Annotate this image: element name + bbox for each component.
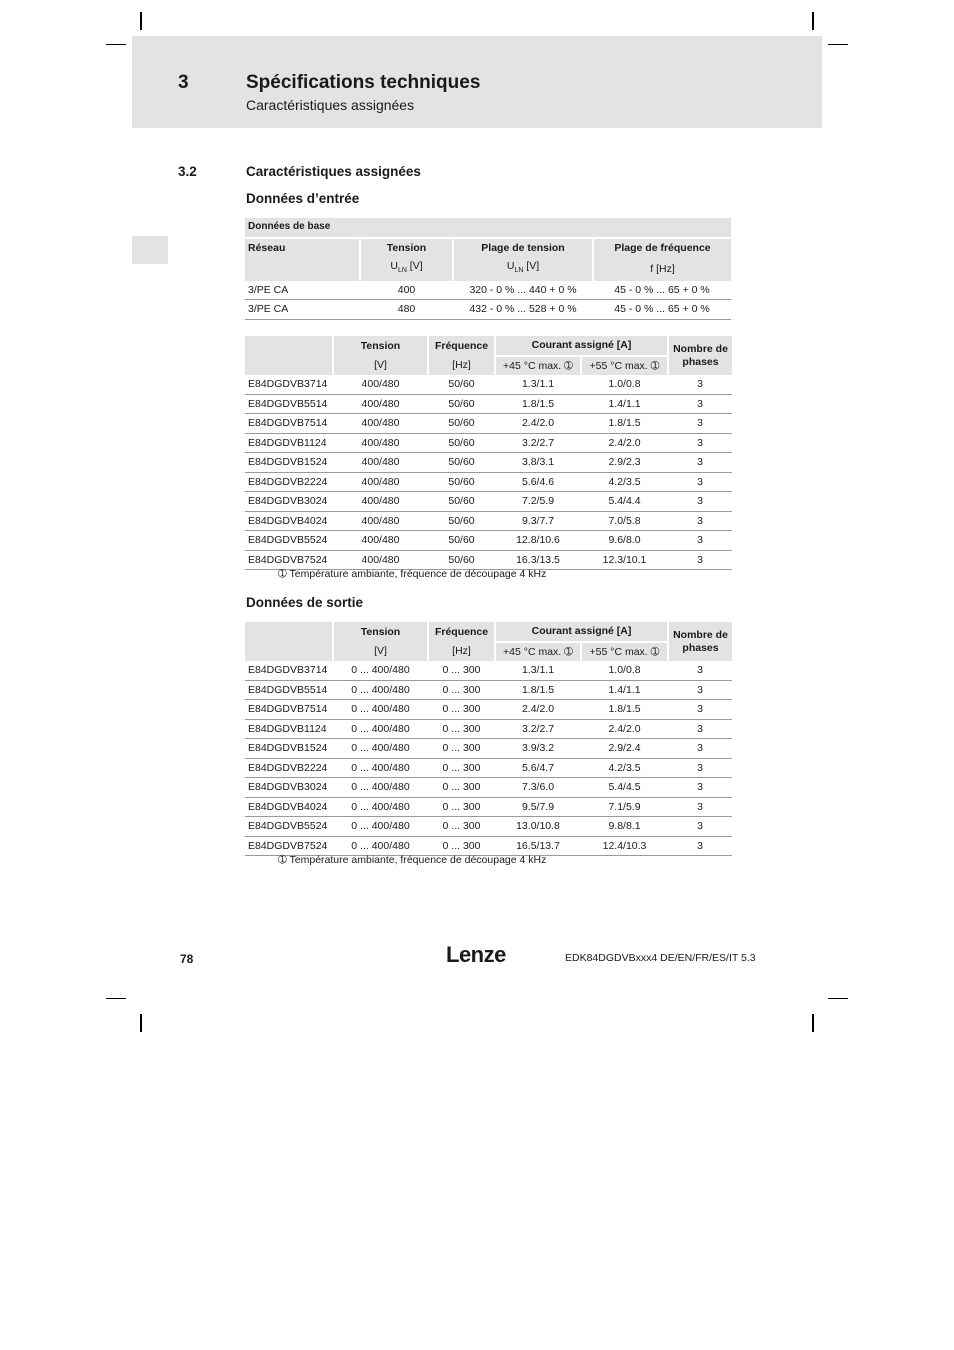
table-row xyxy=(245,281,731,300)
cell-phases: 3 xyxy=(668,492,732,512)
col-current-55: +55 °C max. ➀ xyxy=(581,642,668,662)
unit-subscript: LN xyxy=(514,267,524,275)
cell-current-55: 4.2/3.5 xyxy=(581,472,668,492)
header-blank xyxy=(245,257,360,281)
cell-model: E84DGDVB1124 xyxy=(245,433,333,453)
table-row xyxy=(245,797,732,817)
cell-model: E84DGDVB7524 xyxy=(245,836,333,856)
unit-symbol: U xyxy=(506,260,515,272)
cell-voltage: 0 ... 400/480 xyxy=(333,719,428,739)
unit-frequency: f [Hz] xyxy=(593,257,731,281)
cell-model: E84DGDVB5524 xyxy=(245,817,333,837)
col-frequency-range: Plage de fréquence xyxy=(593,238,731,258)
cell-network: 3/PE CA xyxy=(245,300,360,320)
cell-current-45: 7.2/5.9 xyxy=(495,492,581,512)
col-current-45: +45 °C max. ➀ xyxy=(495,356,581,376)
cell-frequency: 50/60 xyxy=(428,511,495,531)
cell-model: E84DGDVB5514 xyxy=(245,394,333,414)
unit-subscript: LN xyxy=(397,267,407,275)
unit-voltage xyxy=(360,257,453,281)
table-row xyxy=(245,778,732,798)
cell-voltage: 0 ... 400/480 xyxy=(333,778,428,798)
cell-frequency: 0 ... 300 xyxy=(428,739,495,759)
cell-frequency: 50/60 xyxy=(428,472,495,492)
unit-symbol: U xyxy=(390,260,398,272)
cell-voltage: 0 ... 400/480 xyxy=(333,758,428,778)
table-row xyxy=(245,661,732,680)
crop-mark xyxy=(812,12,814,30)
col-voltage-range: Plage de tension xyxy=(453,238,593,258)
cell-current-45: 3.9/3.2 xyxy=(495,739,581,759)
cell-voltage: 0 ... 400/480 xyxy=(333,817,428,837)
output-current-table xyxy=(245,622,732,856)
cell-phases: 3 xyxy=(668,817,732,837)
cell-frequency: 0 ... 300 xyxy=(428,778,495,798)
cell-frequency: 50/60 xyxy=(428,414,495,434)
col-voltage: Tension xyxy=(333,622,428,642)
cell-current-45: 1.3/1.1 xyxy=(495,375,581,394)
input-heading: Données d’entrée xyxy=(246,191,360,206)
cell-voltage: 400/480 xyxy=(333,492,428,512)
table-row xyxy=(245,433,732,453)
col-network: Réseau xyxy=(245,238,360,258)
cell-current-45: 3.2/2.7 xyxy=(495,719,581,739)
chapter-subtitle: Caractéristiques assignées xyxy=(246,97,415,113)
table-row xyxy=(245,680,732,700)
col-phases: Nombre de phases xyxy=(668,622,732,661)
cell-current-45: 16.3/13.5 xyxy=(495,550,581,570)
cell-voltage: 400/480 xyxy=(333,472,428,492)
cell-frequency: 50/60 xyxy=(428,531,495,551)
cell-model: E84DGDVB1524 xyxy=(245,453,333,473)
cell-voltage: 400/480 xyxy=(333,375,428,394)
cell-phases: 3 xyxy=(668,375,732,394)
table-row xyxy=(245,758,732,778)
table-row xyxy=(245,719,732,739)
cell-phases: 3 xyxy=(668,453,732,473)
crop-mark xyxy=(106,44,126,45)
cell-model: E84DGDVB1524 xyxy=(245,739,333,759)
cell-current-45: 7.3/6.0 xyxy=(495,778,581,798)
cell-frequency: 50/60 xyxy=(428,550,495,570)
cell-frequency: 0 ... 300 xyxy=(428,758,495,778)
cell-current-45: 1.3/1.1 xyxy=(495,661,581,680)
cell-frequency: 50/60 xyxy=(428,492,495,512)
table-row xyxy=(245,739,732,759)
output-footnote: ➀ Température ambiante, fréquence de découpage 4 kHz xyxy=(278,854,547,866)
base-table-caption: Données de base xyxy=(245,218,731,238)
cell-model: E84DGDVB5514 xyxy=(245,680,333,700)
cell-current-55: 2.9/2.3 xyxy=(581,453,668,473)
cell-model: E84DGDVB7514 xyxy=(245,700,333,720)
cell-voltage: 0 ... 400/480 xyxy=(333,680,428,700)
input-current-table xyxy=(245,336,732,570)
crop-mark xyxy=(812,1014,814,1032)
col-current-45: +45 °C max. ➀ xyxy=(495,642,581,662)
cell-current-55: 7.1/5.9 xyxy=(581,797,668,817)
section-number: 3.2 xyxy=(178,164,197,179)
cell-current-55: 1.0/0.8 xyxy=(581,375,668,394)
crop-mark xyxy=(828,998,848,999)
section-title: Caractéristiques assignées xyxy=(246,164,421,179)
cell-current-55: 5.4/4.4 xyxy=(581,492,668,512)
cell-voltage: 400/480 xyxy=(333,531,428,551)
unit-frequency: [Hz] xyxy=(428,642,495,662)
cell-current-45: 5.6/4.6 xyxy=(495,472,581,492)
cell-model: E84DGDVB2224 xyxy=(245,472,333,492)
cell-phases: 3 xyxy=(668,739,732,759)
cell-current-55: 2.4/2.0 xyxy=(581,719,668,739)
cell-voltage: 0 ... 400/480 xyxy=(333,836,428,856)
cell-phases: 3 xyxy=(668,778,732,798)
cell-phases: 3 xyxy=(668,472,732,492)
cell-phases: 3 xyxy=(668,758,732,778)
crop-mark xyxy=(140,1014,142,1032)
chapter-number: 3 xyxy=(178,72,189,93)
cell-frequency: 0 ... 300 xyxy=(428,836,495,856)
cell-frequency: 0 ... 300 xyxy=(428,661,495,680)
unit-voltage: [V] xyxy=(333,356,428,376)
table-row xyxy=(245,492,732,512)
output-table-body xyxy=(245,661,732,856)
cell-model: E84DGDVB3024 xyxy=(245,492,333,512)
output-heading: Données de sortie xyxy=(246,595,364,610)
cell-current-55: 5.4/4.5 xyxy=(581,778,668,798)
cell-current-45: 1.8/1.5 xyxy=(495,680,581,700)
cell-frequency-range: 45 - 0 % ... 65 + 0 % xyxy=(593,300,731,320)
cell-current-55: 9.6/8.0 xyxy=(581,531,668,551)
cell-current-45: 3.2/2.7 xyxy=(495,433,581,453)
col-frequency: Fréquence xyxy=(428,622,495,642)
cell-voltage: 0 ... 400/480 xyxy=(333,700,428,720)
cell-phases: 3 xyxy=(668,511,732,531)
cell-frequency: 50/60 xyxy=(428,394,495,414)
col-phases: Nombre de phases xyxy=(668,336,732,375)
cell-phases: 3 xyxy=(668,661,732,680)
cell-phases: 3 xyxy=(668,680,732,700)
col-voltage: Tension xyxy=(360,238,453,258)
cell-model: E84DGDVB7524 xyxy=(245,550,333,570)
unit-tail: [V] xyxy=(523,260,540,272)
cell-current-45: 16.5/13.7 xyxy=(495,836,581,856)
cell-current-45: 2.4/2.0 xyxy=(495,414,581,434)
cell-phases: 3 xyxy=(668,550,732,570)
cell-current-55: 2.4/2.0 xyxy=(581,433,668,453)
unit-voltage: [V] xyxy=(333,642,428,662)
cell-current-45: 12.8/10.6 xyxy=(495,531,581,551)
cell-current-45: 2.4/2.0 xyxy=(495,700,581,720)
cell-voltage: 400/480 xyxy=(333,394,428,414)
input-footnote: ➀ Température ambiante, fréquence de découpage 4 kHz xyxy=(278,568,547,580)
col-rated-current: Courant assigné [A] xyxy=(495,622,668,642)
base-data-table xyxy=(245,218,731,320)
cell-current-55: 12.3/10.1 xyxy=(581,550,668,570)
col-frequency: Fréquence xyxy=(428,336,495,356)
cell-current-55: 7.0/5.8 xyxy=(581,511,668,531)
cell-current-55: 1.0/0.8 xyxy=(581,661,668,680)
cell-current-45: 9.3/7.7 xyxy=(495,511,581,531)
cell-current-45: 1.8/1.5 xyxy=(495,394,581,414)
cell-frequency: 50/60 xyxy=(428,375,495,394)
cell-current-55: 2.9/2.4 xyxy=(581,739,668,759)
header-blank xyxy=(245,622,333,661)
col-rated-current: Courant assigné [A] xyxy=(495,336,668,356)
cell-current-45: 13.0/10.8 xyxy=(495,817,581,837)
table-row xyxy=(245,836,732,856)
cell-model: E84DGDVB3714 xyxy=(245,375,333,394)
table-row xyxy=(245,394,732,414)
cell-model: E84DGDVB4024 xyxy=(245,511,333,531)
cell-model: E84DGDVB5524 xyxy=(245,531,333,551)
cell-frequency: 0 ... 300 xyxy=(428,797,495,817)
cell-voltage: 400/480 xyxy=(333,511,428,531)
cell-voltage: 0 ... 400/480 xyxy=(333,661,428,680)
cell-model: E84DGDVB3024 xyxy=(245,778,333,798)
cell-frequency: 0 ... 300 xyxy=(428,680,495,700)
cell-phases: 3 xyxy=(668,531,732,551)
cell-voltage: 0 ... 400/480 xyxy=(333,797,428,817)
cell-voltage: 400 xyxy=(360,281,453,300)
table-row xyxy=(245,531,732,551)
cell-phases: 3 xyxy=(668,797,732,817)
header-blank xyxy=(245,336,333,375)
cell-network: 3/PE CA xyxy=(245,281,360,300)
cell-frequency: 0 ... 300 xyxy=(428,719,495,739)
cell-current-55: 12.4/10.3 xyxy=(581,836,668,856)
cell-phases: 3 xyxy=(668,836,732,856)
crop-mark xyxy=(106,998,126,999)
table-row xyxy=(245,700,732,720)
cell-voltage-range: 432 - 0 % ... 528 + 0 % xyxy=(453,300,593,320)
cell-phases: 3 xyxy=(668,414,732,434)
table-row xyxy=(245,472,732,492)
cell-frequency: 0 ... 300 xyxy=(428,817,495,837)
cell-current-55: 1.8/1.5 xyxy=(581,414,668,434)
cell-current-55: 4.2/3.5 xyxy=(581,758,668,778)
crop-mark xyxy=(828,44,848,45)
cell-phases: 3 xyxy=(668,433,732,453)
input-table-body xyxy=(245,375,732,570)
cell-frequency: 50/60 xyxy=(428,433,495,453)
cell-frequency: 50/60 xyxy=(428,453,495,473)
cell-model: E84DGDVB1124 xyxy=(245,719,333,739)
cell-current-45: 9.5/7.9 xyxy=(495,797,581,817)
table-row xyxy=(245,414,732,434)
unit-tail: [V] xyxy=(406,260,423,272)
cell-voltage: 400/480 xyxy=(333,453,428,473)
col-current-55: +55 °C max. ➀ xyxy=(581,356,668,376)
side-tab xyxy=(132,236,168,264)
cell-model: E84DGDVB7514 xyxy=(245,414,333,434)
cell-current-55: 1.4/1.1 xyxy=(581,394,668,414)
table-row xyxy=(245,453,732,473)
table-row xyxy=(245,550,732,570)
page-number: 78 xyxy=(180,952,194,966)
cell-phases: 3 xyxy=(668,700,732,720)
chapter-title: Spécifications techniques xyxy=(246,72,481,93)
cell-voltage: 0 ... 400/480 xyxy=(333,739,428,759)
cell-current-55: 1.8/1.5 xyxy=(581,700,668,720)
cell-voltage-range: 320 - 0 % ... 440 + 0 % xyxy=(453,281,593,300)
document-reference: EDK84DGDVBxxx4 DE/EN/FR/ES/IT 5.3 xyxy=(565,952,756,964)
cell-phases: 3 xyxy=(668,719,732,739)
cell-model: E84DGDVB2224 xyxy=(245,758,333,778)
cell-model: E84DGDVB4024 xyxy=(245,797,333,817)
table-row xyxy=(245,511,732,531)
cell-voltage: 480 xyxy=(360,300,453,320)
cell-current-45: 3.8/3.1 xyxy=(495,453,581,473)
cell-voltage: 400/480 xyxy=(333,550,428,570)
cell-frequency: 0 ... 300 xyxy=(428,700,495,720)
cell-current-55: 9.8/8.1 xyxy=(581,817,668,837)
cell-phases: 3 xyxy=(668,394,732,414)
unit-voltage-range xyxy=(453,257,593,281)
cell-voltage: 400/480 xyxy=(333,414,428,434)
table-row xyxy=(245,300,731,320)
col-voltage: Tension xyxy=(333,336,428,356)
crop-mark xyxy=(140,12,142,30)
table-row xyxy=(245,817,732,837)
cell-current-45: 5.6/4.7 xyxy=(495,758,581,778)
cell-voltage: 400/480 xyxy=(333,433,428,453)
cell-model: E84DGDVB3714 xyxy=(245,661,333,680)
cell-current-55: 1.4/1.1 xyxy=(581,680,668,700)
lenze-logo: Lenze xyxy=(446,942,506,967)
unit-frequency: [Hz] xyxy=(428,356,495,376)
cell-frequency-range: 45 - 0 % ... 65 + 0 % xyxy=(593,281,731,300)
table-row xyxy=(245,375,732,394)
